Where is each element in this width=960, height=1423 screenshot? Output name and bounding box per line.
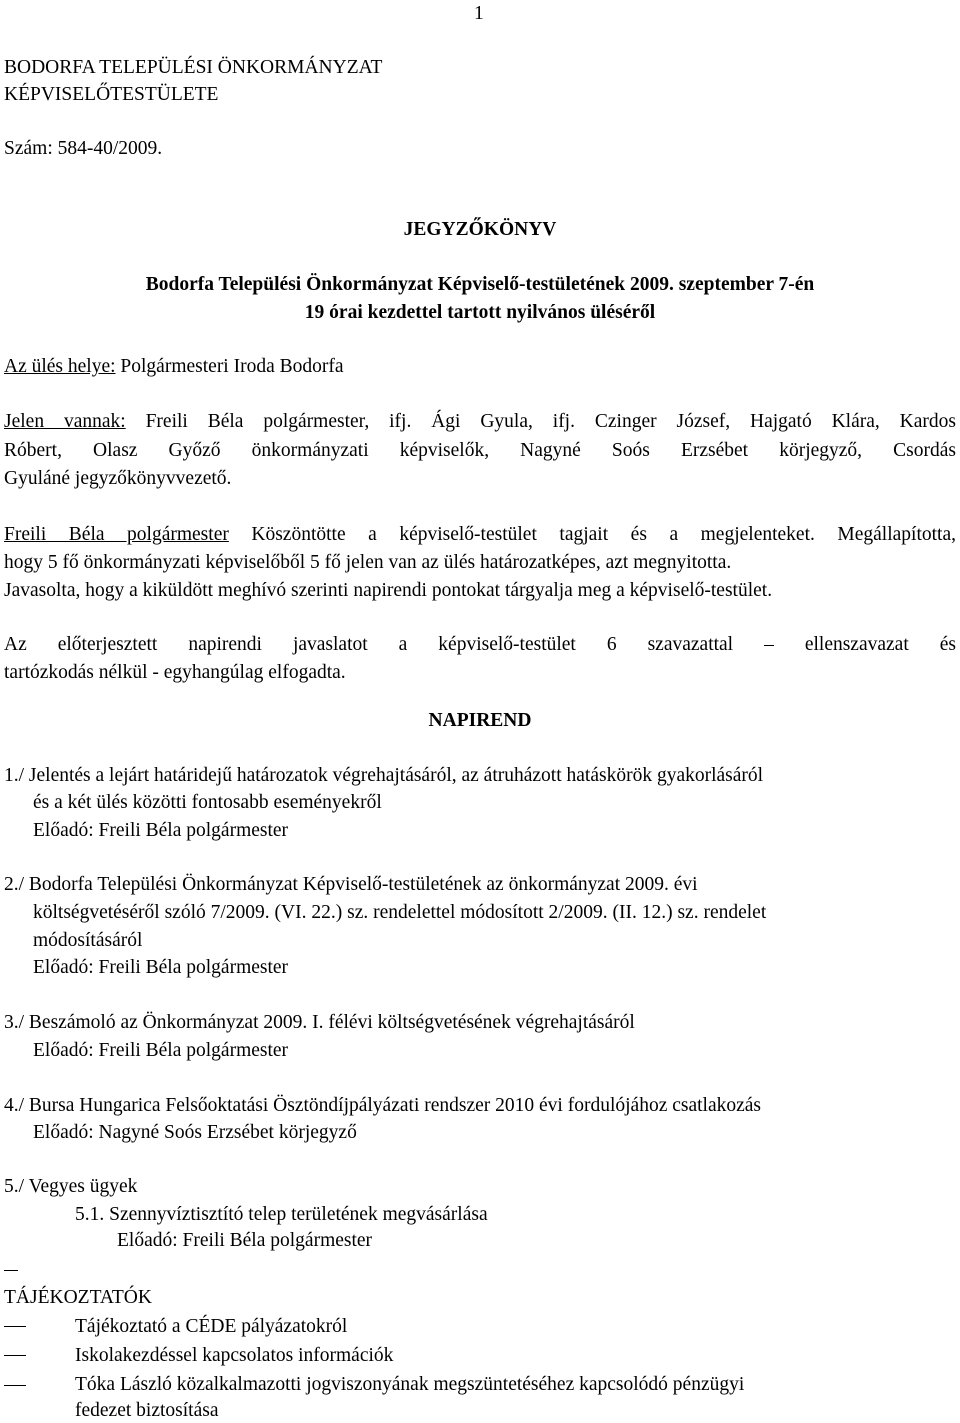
- attendees-line3: Gyuláné jegyzőkönyvvezető.: [4, 468, 232, 489]
- agenda-item-2-line1: 2./ Bodorfa Települési Önkormányzat Képviselő-testületének az önkormányzat 2009. évi: [4, 874, 698, 895]
- info-item-2: Iskolakezdéssel kapcsolatos információk: [75, 1345, 394, 1366]
- attendees-list-start: Freili Béla polgármester, ifj. Ági Gyula, ifj. Czinger József, Hajgató Klára, Kardos: [125, 411, 956, 432]
- opening-line3: Javasolta, hogy a kiküldött meghívó szerinti napirendi pontokat tárgyalja meg a képviselő-testület.: [4, 580, 773, 601]
- agenda-item-4-presenter: Előadó: Nagyné Soós Erzsébet körjegyző: [33, 1122, 357, 1143]
- agenda-item-2-line2: költségvetéséről szóló 7/2009. (VI. 22.) sz. rendelettel módosított 2/2009. (II. 12.) sz. rendelet: [33, 902, 767, 923]
- info-item-3-line2: fedezet biztosítása: [75, 1400, 219, 1421]
- document-title: JEGYZŐKÖNYV: [403, 219, 557, 240]
- bullet-dash: [4, 1385, 26, 1386]
- agenda-item-1-presenter: Előadó: Freili Béla polgármester: [33, 820, 289, 841]
- document-subtitle-line2: 19 órai kezdettel tartott nyilvános üléséről: [304, 302, 656, 323]
- attendees-line1: [4, 410, 956, 434]
- agenda-item-5-line1: 5./ Vegyes ügyek: [4, 1176, 138, 1197]
- opening-text-start: Köszöntötte a képviselő-testület tagjait és a megjelenteket. Megállapította,: [228, 524, 956, 545]
- venue-label: Az ülés helye:: [4, 356, 116, 377]
- reference-number: Szám: 584-40/2009.: [4, 138, 163, 159]
- agenda-item-2-presenter: Előadó: Freili Béla polgármester: [33, 957, 289, 978]
- dash-marker: [4, 1270, 18, 1271]
- vote-line2: tartózkodás nélkül - egyhangúlag elfogadta.: [4, 662, 346, 683]
- org-name-line2: KÉPVISELŐTESTÜLETE: [4, 84, 219, 105]
- agenda-item-4-line1: 4./ Bursa Hungarica Felsőoktatási Ösztöndíjpályázati rendszer 2010 évi fordulójához csatlakozás: [4, 1095, 762, 1116]
- agenda-item-1-line2: és a két ülés közötti fontosabb eseményekről: [33, 792, 382, 813]
- attendees-label: Jelen vannak:: [4, 411, 126, 432]
- info-item-3-line1: Tóka László közalkalmazotti jogviszonyának megszüntetéséhez kapcsolódó pénzügyi: [75, 1374, 745, 1395]
- bullet-dash: [4, 1326, 26, 1327]
- agenda-item-3-presenter: Előadó: Freili Béla polgármester: [33, 1040, 289, 1061]
- agenda-item-2-line3: módosításáról: [33, 930, 143, 951]
- attendees-line2: Róbert, Olasz Győző önkormányzati képviselők, Nagyné Soós Erzsébet körjegyző, Csordás: [4, 440, 956, 461]
- opening-speaker: Freili Béla polgármester: [4, 524, 229, 545]
- org-name-line1: BODORFA TELEPÜLÉSI ÖNKORMÁNYZAT: [4, 57, 383, 78]
- agenda-item-5-1: 5.1. Szennyvíztisztító telep területének megvásárlása: [75, 1204, 488, 1225]
- agenda-item-1-line1: 1./ Jelentés a lejárt határidejű határozatok végrehajtásáról, az átruházott hatáskörök gyakorlásáról: [4, 765, 764, 786]
- agenda-heading: NAPIREND: [428, 710, 532, 731]
- bullet-dash: [4, 1355, 26, 1356]
- vote-line1: Az előterjesztett napirendi javaslatot a képviselő-testület 6 szavazattal – ellenszavazat és: [4, 634, 956, 655]
- page-number: 1: [474, 3, 484, 24]
- venue-line: [4, 355, 344, 379]
- document-subtitle-line1: Bodorfa Települési Önkormányzat Képviselő-testületének 2009. szeptember 7-én: [145, 274, 815, 295]
- opening-line1: [4, 523, 956, 547]
- agenda-item-3-line1: 3./ Beszámoló az Önkormányzat 2009. I. félévi költségvetésének végrehajtásáról: [4, 1012, 635, 1033]
- info-item-1: Tájékoztató a CÉDE pályázatokról: [75, 1316, 348, 1337]
- info-heading: TÁJÉKOZTATÓK: [4, 1287, 152, 1308]
- opening-line2: hogy 5 fő önkormányzati képviselőből 5 fő jelen van az ülés határozatképes, azt megnyitotta.: [4, 552, 732, 573]
- venue-value: Polgármesteri Iroda Bodorfa: [115, 356, 344, 377]
- agenda-item-5-1-presenter: Előadó: Freili Béla polgármester: [117, 1230, 373, 1251]
